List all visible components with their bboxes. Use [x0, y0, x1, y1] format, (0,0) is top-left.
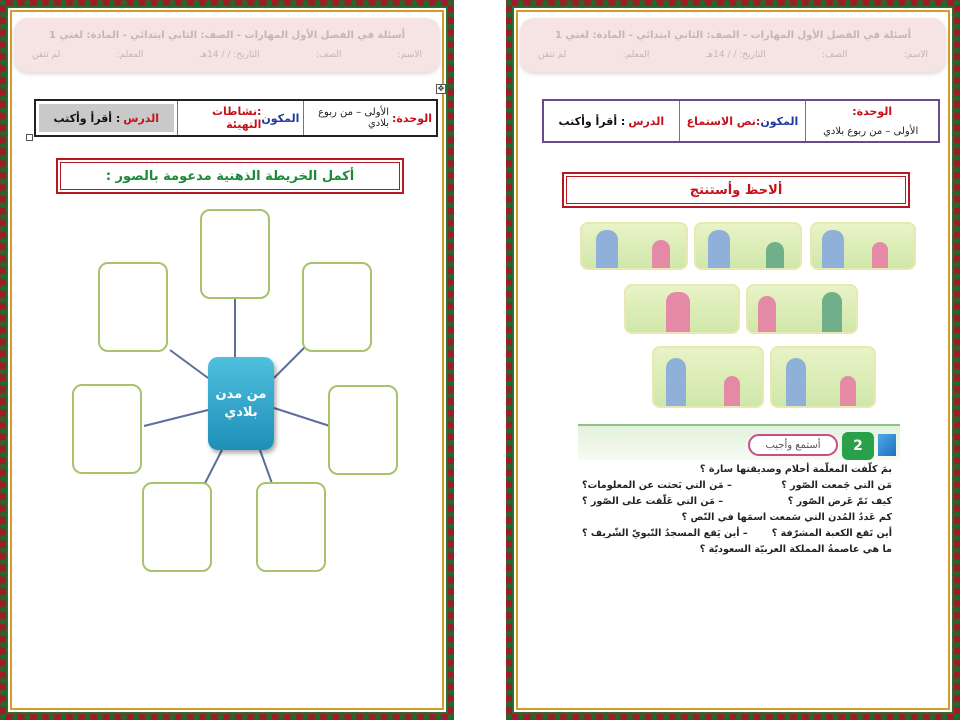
textbook-excerpt: [578, 424, 900, 572]
task-title: ألاحظ وأستنتج: [562, 172, 910, 208]
story-picture-3: [810, 222, 916, 270]
task-title: أكمل الخريطة الذهنية مدعومة بالصور :: [56, 158, 404, 194]
teacher-label: المعلم:: [116, 50, 144, 60]
story-picture-6: [652, 346, 764, 408]
component-value: :نشاطات التهيئة: [211, 105, 262, 131]
header-fields: [538, 50, 928, 60]
page-header: [520, 18, 946, 72]
component-label: المكون: [261, 111, 300, 125]
name-label: الاسم:: [903, 50, 928, 60]
question-text-2: – أين يَقع المسجدُ النّبويّ الشّريف ؟: [582, 528, 748, 539]
date-label: التاريخ: / / 14هـ: [705, 50, 766, 60]
header-title: أسئلة في الفصل الأول المهارات - الصف: الثاني ابتدائي - المادة: لغتي 1: [554, 30, 912, 41]
story-picture-5: [746, 284, 858, 334]
unit-label: الوحدة:: [852, 105, 893, 118]
mind-map-box-left[interactable]: [72, 384, 142, 474]
question-row: [582, 478, 892, 494]
lesson-cell: [544, 101, 679, 141]
move-handle-icon[interactable]: ✥: [437, 84, 445, 93]
left-worksheet-page: [0, 0, 454, 720]
question-row: [582, 510, 892, 526]
activity-number-badge: 2: [842, 432, 874, 460]
date-label: التاريخ: / / 14هـ: [199, 50, 260, 60]
lesson-value: : أقرأ وأكتب: [53, 111, 121, 125]
mind-map-center: من مدن بلادي: [208, 357, 274, 450]
class-label: الصف:: [822, 50, 848, 60]
question-text-2: – مَن التي بَحثت عن المعلومات؟: [582, 480, 732, 491]
story-picture-7: [770, 346, 876, 408]
story-picture-1: [580, 222, 688, 270]
header-title: أسئلة في الفصل الأول المهارات - الصف: الثاني ابتدائي - المادة: لغتي 1: [48, 30, 406, 41]
class-label: الصف:: [316, 50, 342, 60]
lesson-value: : أقرأ وأكتب: [558, 114, 626, 128]
grade-label: لم تتقن: [32, 50, 61, 60]
question-row: [582, 542, 892, 558]
question-text: أين تَقع الكعبة المشرّفة ؟: [771, 528, 892, 539]
unit-value: الأولى – من ربوع بلادي: [823, 126, 919, 137]
lesson-label: الدرس: [628, 114, 665, 128]
question-row: [582, 494, 892, 510]
component-label: المكون: [760, 114, 799, 128]
mind-map-box-lower-right[interactable]: [256, 482, 326, 572]
component-value: :نص الاستماع: [686, 114, 761, 128]
resize-handle-icon[interactable]: [26, 134, 33, 141]
mind-map-box-right[interactable]: [328, 385, 398, 475]
mind-map-box-lower-left[interactable]: [142, 482, 212, 572]
question-row: [582, 526, 892, 542]
component-cell: [679, 101, 806, 141]
unit-label: الوحدة:: [392, 111, 432, 125]
name-label: الاسم:: [397, 50, 422, 60]
listen-answer-tab: أستمع وأجيب: [748, 434, 838, 456]
question-list: [582, 462, 892, 558]
question-text: كم عَددُ المُدن التي سَمعت اسمَها في النّص ؟: [681, 512, 892, 523]
story-picture-4: [624, 284, 740, 334]
unit-cell: [805, 101, 938, 141]
mind-map-box-upper-left[interactable]: [98, 262, 168, 352]
question-text: كيف تَمّ عَرض الصّور ؟: [787, 496, 892, 507]
story-picture-2: [694, 222, 802, 270]
mind-map-box-top[interactable]: [200, 209, 270, 299]
unit-value: الأولى – من ربوع بلادي: [318, 107, 390, 129]
question-text: بمَ كلّفت المعلّمة أحلام وصديقتها سارة ؟: [699, 464, 892, 475]
question-text-2: – مَن التي عَلّقت على الصّور ؟: [582, 496, 724, 507]
grade-label: لم تتقن: [538, 50, 567, 60]
mind-map-box-upper-right[interactable]: [302, 262, 372, 352]
lesson-info-table: [542, 99, 940, 143]
question-text: ما هي عاصمةُ المملكة العربيّة السعوديّة ؟: [699, 544, 892, 555]
question-row: [582, 462, 892, 478]
question-text: مَن التي جَمعت الصّور ؟: [781, 480, 892, 491]
cube-icon: [878, 434, 896, 456]
lesson-label: الدرس: [123, 111, 160, 125]
teacher-label: المعلم:: [622, 50, 650, 60]
